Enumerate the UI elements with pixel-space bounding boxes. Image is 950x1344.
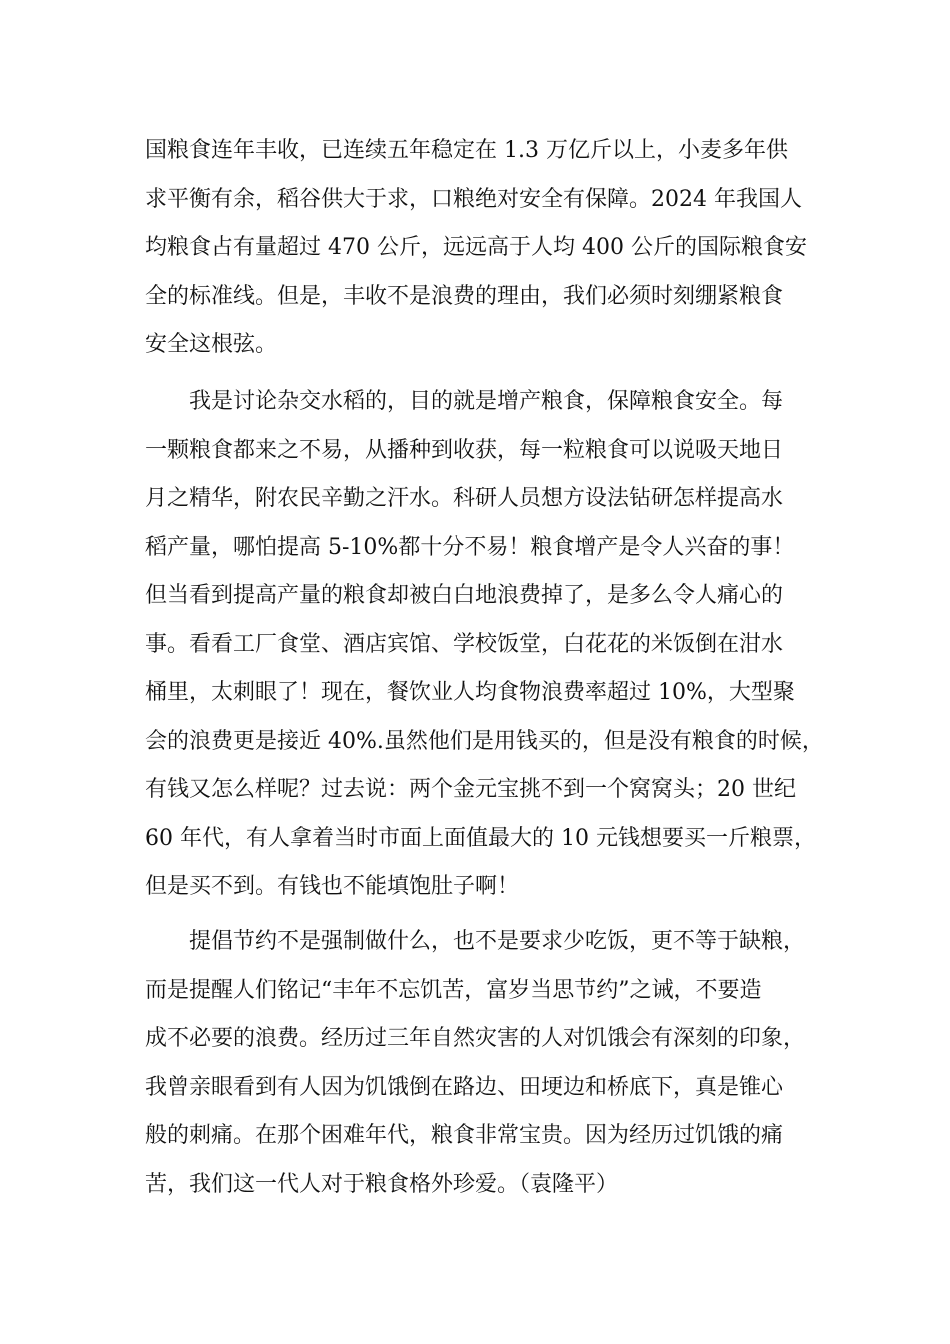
- text-line: 安全这根弦。: [145, 332, 278, 357]
- text-line: 均粮食占有量超过 470 公斤，远远高于人均 400 公斤的国际粮食安: [145, 235, 807, 260]
- text-line: 桶里，太刺眼了！现在，餐饮业人均食物浪费率超过 10%，大型聚: [145, 680, 795, 705]
- text-line: 而是提醒人们铭记“丰年不忘饥苦，富岁当思节约”之诫，不要造: [145, 977, 762, 1003]
- text-line: 求平衡有余，稻谷供大于求，口粮绝对安全有保障。2024 年我国人: [145, 186, 802, 212]
- text-line: 我曾亲眼看到有人因为饥饿倒在路边、田埂边和桥底下，真是锥心: [145, 1074, 784, 1100]
- text-line: 但是买不到。有钱也不能填饱肚子啊！: [145, 874, 520, 899]
- text-line: 成不必要的浪费。经历过三年自然灾害的人对饥饿会有深刻的印象，: [145, 1026, 806, 1051]
- text-line: 提倡节约不是强制做什么，也不是要求少吃饭，更不等于缺粮，: [145, 929, 806, 954]
- paragraph-3: [145, 918, 810, 1209]
- text-line: 事。看看工厂食堂、酒店宾馆、学校饭堂，白花花的米饭倒在泔水: [145, 631, 784, 657]
- text-line: 月之精华，附农民辛勤之汗水。科研人员想方设法钻研怎样提高水: [145, 486, 784, 511]
- text-line: 会的浪费更是接近 40%.虽然他们是用钱买的，但是没有粮食的时候，: [145, 728, 824, 754]
- text-line: 苦，我们这一代人对于粮食格外珍爱。（袁隆平）: [145, 1171, 619, 1197]
- text-line: 但当看到提高产量的粮食却被白白地浪费掉了，是多么令人痛心的: [145, 583, 784, 608]
- paragraph-1: [145, 127, 810, 370]
- text-line: 有钱又怎么样呢？过去说：两个金元宝挑不到一个窝窝头；20 世纪: [145, 777, 796, 802]
- text-line: 稻产量，哪怕提高 5-10%都十分不易！粮食增产是令人兴奋的事！: [145, 534, 795, 560]
- text-line: 一颗粮食都来之不易，从播种到收获，每一粒粮食可以说吸天地日: [145, 437, 784, 463]
- paragraph-2: [145, 378, 824, 912]
- text-line: 60 年代，有人拿着当时市面上面值最大的 10 元钱想要买一斤粮票，: [145, 825, 816, 851]
- text-line: 国粮食连年丰收，已连续五年稳定在 1.3 万亿斤以上，小麦多年供: [145, 138, 788, 163]
- text-line: 我是讨论杂交水稻的，目的就是增产粮食，保障粮食安全。每: [145, 389, 784, 414]
- text-line: 般的刺痛。在那个困难年代，粮食非常宝贵。因为经历过饥饿的痛: [145, 1123, 784, 1148]
- text-line: 全的标准线。但是，丰收不是浪费的理由，我们必须时刻绷紧粮食: [145, 283, 784, 309]
